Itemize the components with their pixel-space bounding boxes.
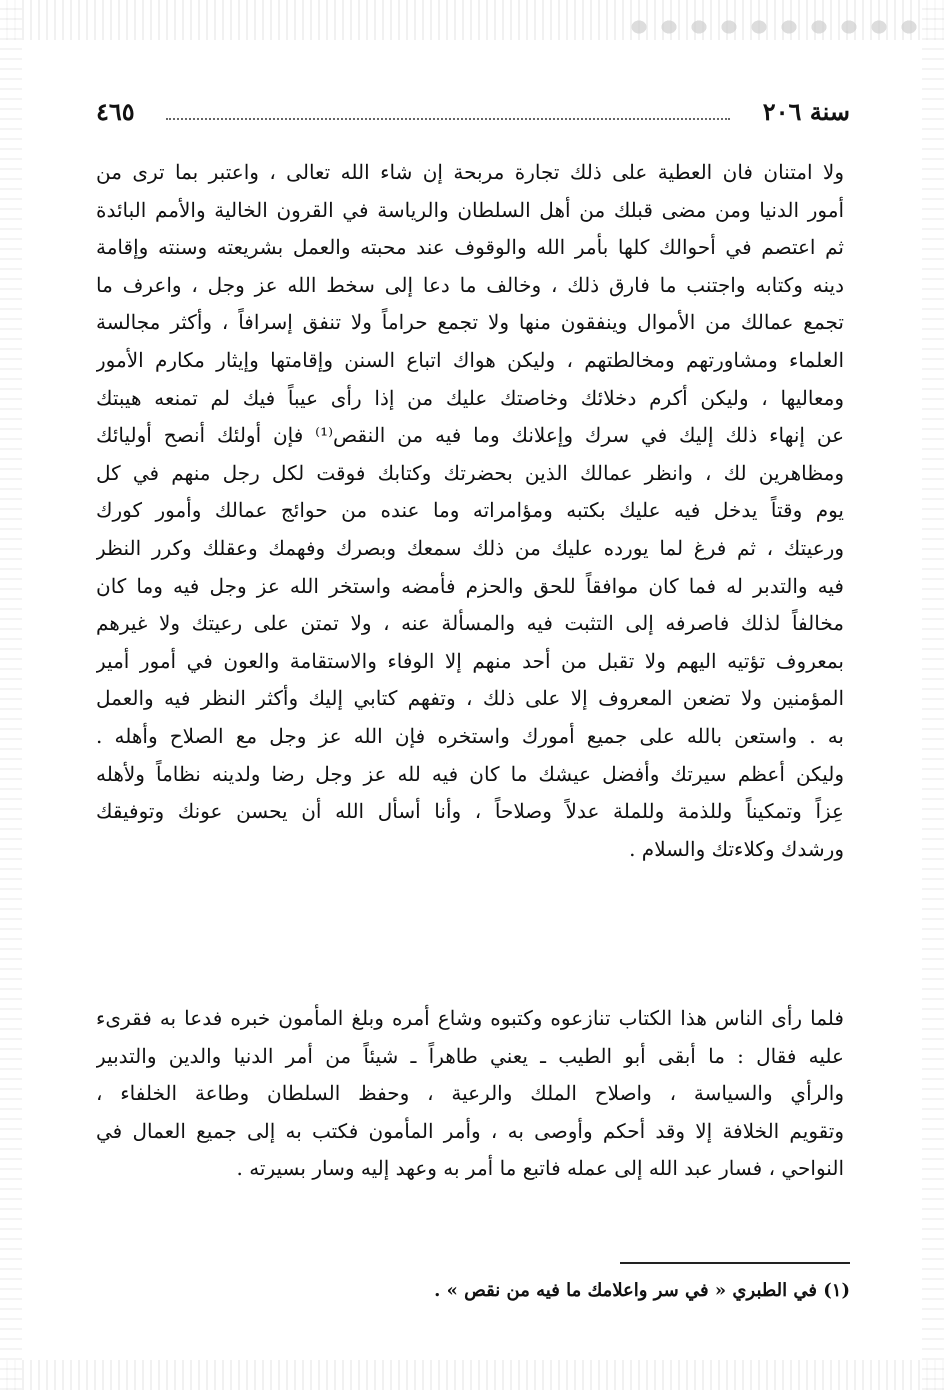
text-line: فلما رأى الناس هذا الكتاب تنازعوه وكتبوه وشاع أمره وبلغ المأمون خبره فدعا به فقرىء [96, 1006, 844, 1030]
text-line: وتقويم الخلافة إلا وقد أحكم وأوصى به ، وأمر المأمون فكتب به إلى جميع العمال في [96, 1118, 844, 1143]
text-line: والرأي والسياسة ، واصلاح الملك والرعية ، وحفظ السلطان وطاعة الخلفاء ، [96, 1081, 844, 1106]
text-line: تجمع عمالك من الأموال وينفقون منها ولا تجمع حراماً ولا تنفق إسرافاً ، وأكثر مجالسة [96, 310, 844, 335]
text-line: فيه والتدبر له فما كان موافقاً للحق والحزم فأمضه واستخر الله عز وجل فيه وما كان [96, 573, 844, 598]
ornament-top [624, 14, 924, 40]
text-line: ورعيتك ، ثم فرغ لما يورده عليك من ذلك سمعك وبصرك وفهمك وعقلك وكرر النظر [96, 535, 844, 560]
footnote: (١) في الطبري « في سر واعلامك ما فيه من نقص » . [434, 1280, 850, 1301]
text-line: عليه فقال : ما أبقى أبو الطيب ـ يعني طاهراً ـ شيئاً من أمر الدنيا والدين والتدبير [96, 1043, 844, 1068]
text-line: المؤمنين ولا تضعن المعروف إلا على ذلك ، وتفهم كتابي إليك وأكثر النظر فيه والعمل [96, 686, 844, 711]
paragraph-narrative [96, 1000, 844, 1188]
header-dotted-rule [166, 118, 730, 120]
text-line: دينه وكتابه واجتنب ما فارق ذلك ، وخالف ما دعا إلى سخط الله عز وجل ، واعرف ما [96, 272, 844, 297]
scan-border-bottom [0, 1360, 944, 1390]
text-line: ورشدك وكلاءتك والسلام . [629, 836, 844, 861]
running-header [96, 94, 850, 130]
text-line: ومعاليها ، وليكن أكرم دخلائك وخاصتك عليك من إذا رأى عيباً فيك لم تمنعه هيبتك [96, 385, 844, 410]
text-line: أمور الدنيا ومن مضى قبلك من أهل السلطان والرياسة في القرون الخالية والأمم البائدة [96, 197, 844, 222]
scan-border-left [0, 0, 22, 1390]
text-line: مخالفاً لذلك فاصرفه إلى التثبت فيه والمسألة عنه ، ولا تمتن على رعيتك ولا غيرهم [96, 611, 844, 636]
header-year: سنة ٢٠٦ [762, 97, 850, 126]
text-line: عِزاً وتمكيناً وللذمة وللملة عدلاً وصلاحاً ، وأنا أسأل الله أن يحسن عونك وتوفيقك [96, 799, 844, 824]
text-line: ولا امتنان فان العطية على ذلك تجارة مربحة إن شاء الله تعالى ، واعتبر بما ترى من [96, 160, 844, 184]
text-line: العلماء ومشاورتهم ومخالطتهم ، وليكن هواك اتباع السنن وإقامتها وإيثار مكارم الأمور [96, 347, 844, 372]
page-number: ٤٦٥ [96, 97, 135, 126]
text-line: النواحي ، فسار عبد الله إلى عمله فاتبع ما أمر به وعهد إليه وسار بسيرته . [236, 1156, 844, 1181]
text-line: بمعروف تؤتيه اليهم ولا تقبل من أحد منهم إلا الوفاء والاستقامة والعون في أمور أمير [96, 648, 844, 673]
scan-border-right [922, 0, 944, 1390]
footnote-separator [620, 1262, 850, 1264]
text-line: وليكن أعظم سيرتك وأفضل عيشك ما كان فيه لله عز وجل رضا ولدينه نظاماً ولأهله [96, 761, 844, 786]
text-line: ثم اعتصم في أحوالك كلها بأمر الله والوقوف عند محبته والعمل بشريعته وسنته وإقامة [96, 235, 844, 260]
text-line: عن إنهاء ذلك إليك في سرك وإعلانك وما فيه من النقص⁽¹⁾ فإن أولئك أنصح أوليائك [96, 423, 844, 448]
text-line: ومظاهرين لك ، وانظر عمالك الذين بحضرتك وكتابك فوقت لكل رجل منهم في كل [96, 460, 844, 485]
text-line: يوم وقتاً يدخل فيه عليك بكتبه ومؤامراته وما عنده من حوائج عمالك وأمور كورك [96, 498, 844, 523]
text-line: به . واستعن بالله على جميع أمورك واستخره فإن الله عز وجل مع الصلاح وأهله . [96, 723, 844, 748]
paragraph-letter [96, 154, 844, 868]
